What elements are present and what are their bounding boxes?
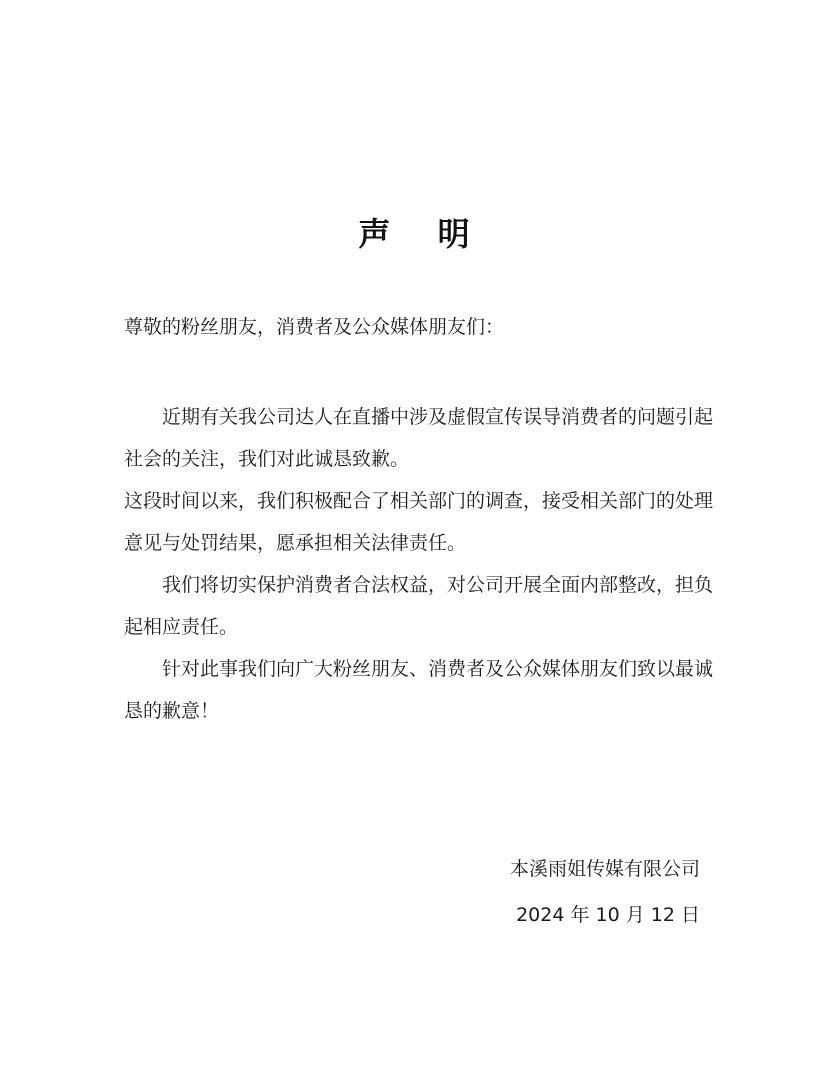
paragraph-final-apology: 针对此事我们向广大粉丝朋友、消费者及公众媒体朋友们致以最诚恳的歉意！ [124,658,714,722]
paragraph-apology: 近期有关我公司达人在直播中涉及虚假宣传误导消费者的问题引起社会的关注，我们对此诚恳致歉。 [124,406,714,470]
statement-title: 声 明 [358,215,488,253]
salutation: 尊敬的粉丝朋友，消费者及公众媒体朋友们： [124,316,505,338]
paragraph-rectification: 我们将切实保护消费者合法权益，对公司开展全面内部整改，担负起相应责任。 [124,574,714,638]
statement-body [124,396,714,732]
statement-date: 2024 年 10 月 12 日 [516,904,700,926]
paragraph-cooperation: 这段时间以来，我们积极配合了相关部门的调查，接受相关部门的处理意见与处罚结果，愿承担相关法律责任。 [124,490,714,554]
company-signature: 本溪雨姐传媒有限公司 [509,858,700,880]
